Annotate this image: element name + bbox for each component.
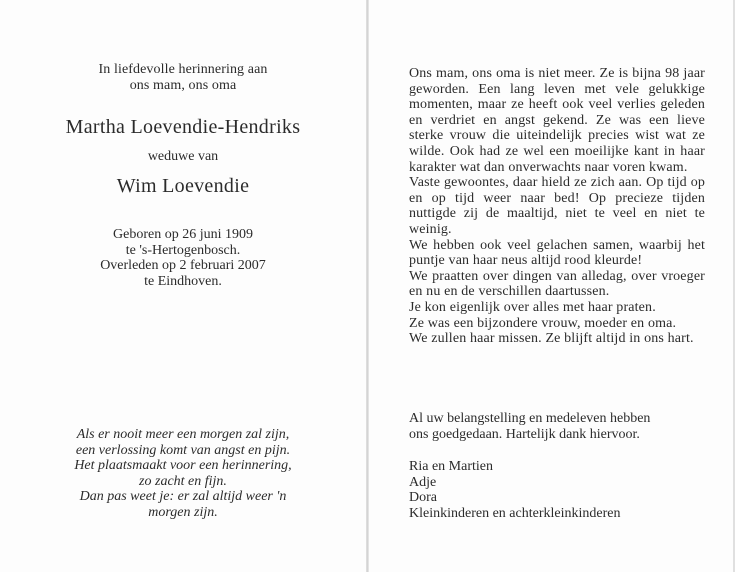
- poem-line: Het plaatsmaakt voor een herinnering,: [74, 458, 292, 474]
- remembrance-text: [409, 66, 705, 347]
- date-line: te 's-Hertogenbosch.: [125, 242, 241, 258]
- life-dates: [0, 227, 366, 289]
- thank-you-note: [409, 411, 705, 442]
- story-paragraph: Ze was een bijzondere vrouw, moeder en oma.: [409, 315, 677, 331]
- story-paragraph: Je kon eigenlijk over alles met haar praten.: [409, 299, 656, 315]
- family-line: Ria en Martien: [409, 459, 493, 474]
- deceased-name: Martha Loevendie-Hendriks: [65, 116, 301, 138]
- story-paragraph: Vaste gewoontes, daar hield ze zich aan. Op tijd op en op tijd weer naar bed! Op precieze tijden nuttigde zij de maaltijd, niet te veel en niet te weinig.: [409, 175, 705, 237]
- right-page: [369, 0, 735, 572]
- story-paragraph: Ons mam, ons oma is niet meer. Ze is bijna 98 jaar geworden. Een lang leven met vele gelukkige momenten, maar ze heeft ook veel verlies geleden en verdriet en angst gekend. Ze was een lieve sterke vrouw die uiteindelijk precies wist wat ze wilde. Ook had ze wel een moeilijke kant in haar karakter wat dan onverwachts naar voren kwam.: [409, 66, 705, 175]
- poem: [0, 427, 366, 521]
- family-line: Adje: [409, 474, 437, 490]
- thanks-line: Al uw belangstelling en medeleven hebben: [409, 411, 651, 426]
- widow-label: weduwe van: [147, 149, 219, 164]
- poem-line: zo zacht en fijn.: [139, 473, 227, 489]
- intro-text: [0, 62, 366, 94]
- poem-line: een verlossing komt van angst en pijn.: [75, 442, 291, 458]
- thanks-line: ons goedgedaan. Hartelijk dank hiervoor.: [409, 426, 640, 442]
- date-line: te Eindhoven.: [144, 273, 222, 289]
- date-line: Geboren op 26 juni 1909: [113, 227, 253, 242]
- intro-line: In liefdevolle herinnering aan: [98, 62, 268, 77]
- husband-name: Wim Loevendie: [116, 175, 250, 197]
- story-paragraph: We hebben ook veel gelachen samen, waarbij het puntje van haar neus altijd rood kleurde!: [409, 237, 705, 269]
- story-paragraph: We zullen haar missen. Ze blijft altijd in ons hart.: [409, 331, 694, 347]
- family-line: Kleinkinderen en achterkleinkinderen: [409, 505, 621, 521]
- poem-line: Als er nooit meer een morgen zal zijn,: [76, 427, 290, 442]
- family-line: Dora: [409, 490, 437, 506]
- poem-line: morgen zijn.: [148, 504, 218, 520]
- left-page: [0, 0, 366, 572]
- poem-line: Dan pas weet je: er zal altijd weer 'n: [79, 489, 287, 505]
- story-paragraph: We praatten over dingen van alledag, over vroeger en nu en de verschillen daartussen.: [409, 268, 705, 300]
- family-signatures: [409, 459, 705, 521]
- date-line: Overleden op 2 februari 2007: [100, 258, 266, 273]
- intro-line: ons mam, ons oma: [129, 78, 237, 93]
